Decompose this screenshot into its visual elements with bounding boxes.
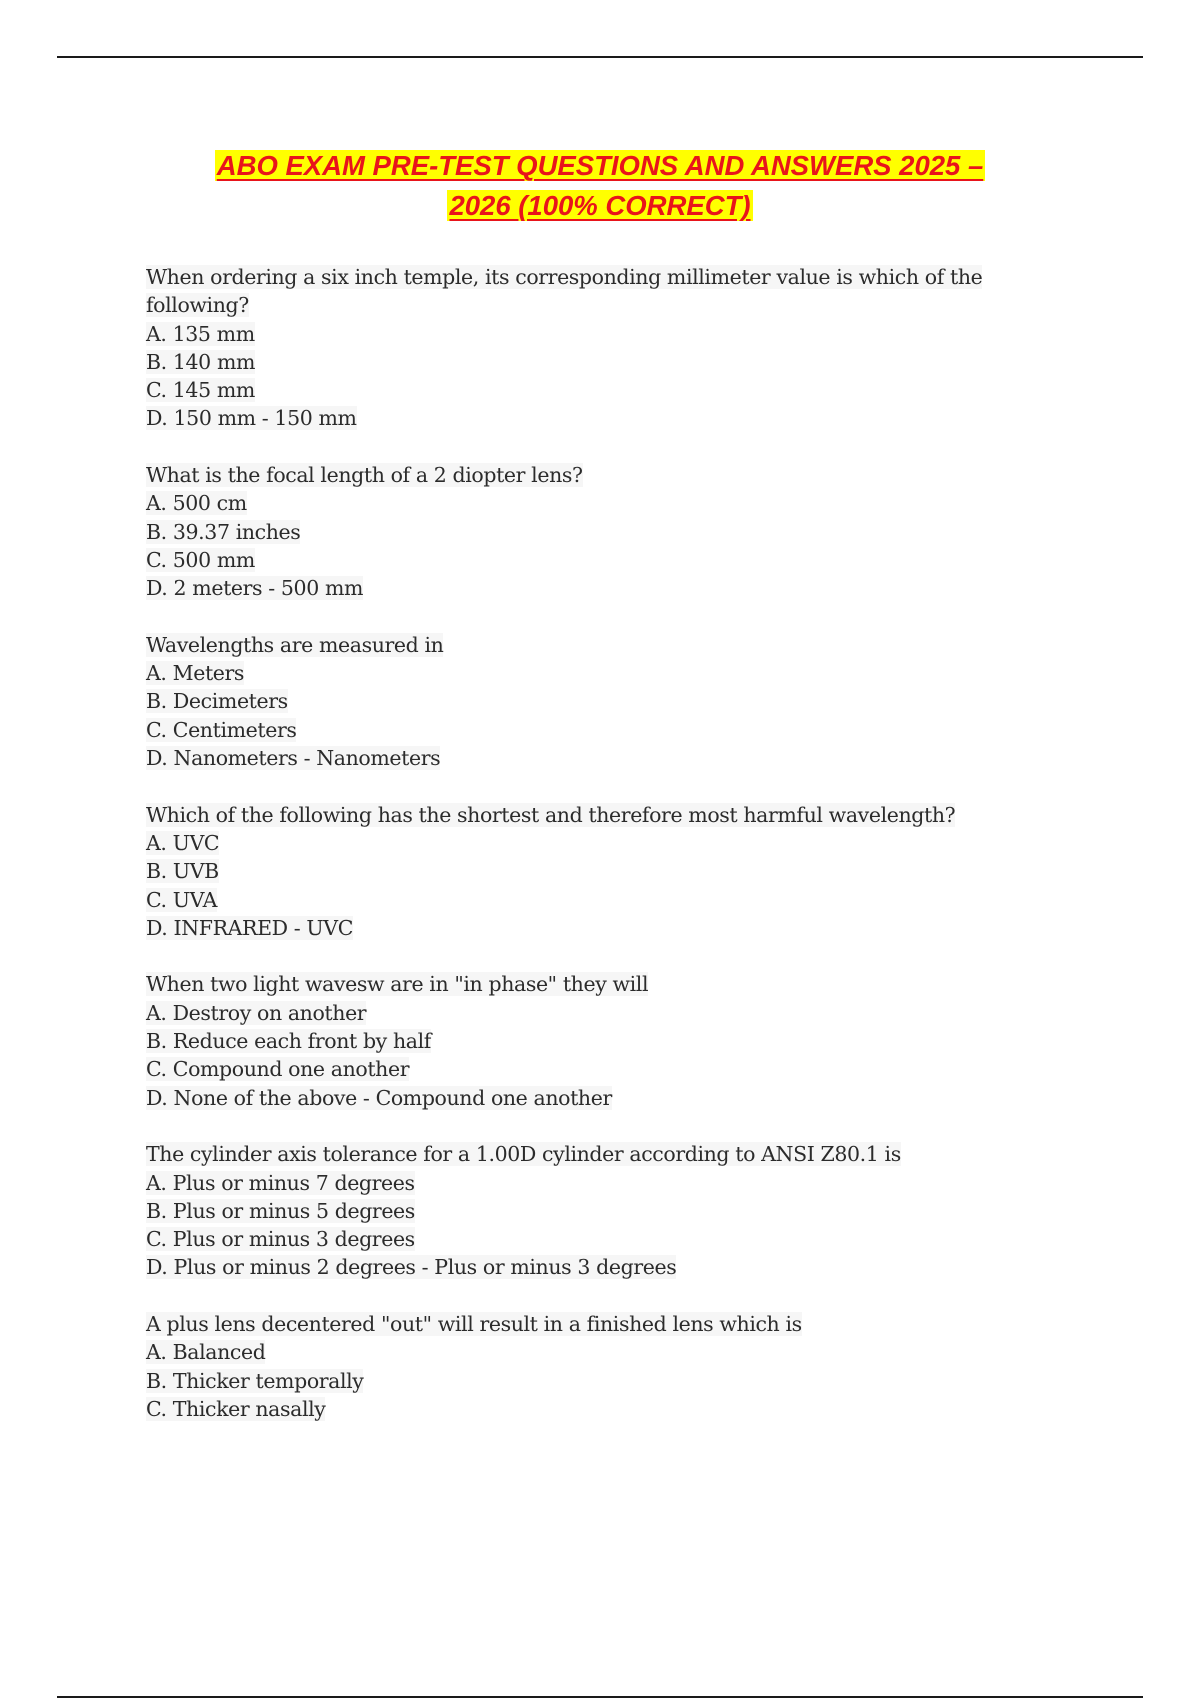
answer-option: C. Compound one another [146, 1057, 410, 1082]
document-title [0, 146, 1200, 226]
answer-option: B. UVB [146, 859, 219, 884]
question-2 [146, 461, 1046, 602]
question-text: Which of the following has the shortest and therefore most harmful wavelength? [146, 802, 956, 827]
footer-rule [57, 1696, 1143, 1698]
answer-option: A. 500 cm [146, 491, 247, 516]
question-3 [146, 631, 1046, 772]
question-text: When two light wavesw are in "in phase" they will [146, 972, 649, 997]
answer-option: D. INFRARED - UVC [146, 915, 353, 940]
answer-option: C. Plus or minus 3 degrees [146, 1227, 415, 1252]
answer-option: A. Plus or minus 7 degrees [146, 1170, 415, 1195]
answer-option: A. UVC [146, 830, 220, 855]
answer-option: C. 145 mm [146, 378, 255, 403]
answer-option: B. 140 mm [146, 349, 256, 374]
answer-option: B. Decimeters [146, 689, 288, 714]
answer-option: D. None of the above - Compound one another [146, 1085, 612, 1110]
answer-option: A. Destroy on another [146, 1000, 367, 1025]
answer-option: B. 39.37 inches [146, 519, 301, 544]
answer-option: A. Balanced [146, 1340, 266, 1365]
question-5 [146, 970, 1046, 1111]
question-text: What is the focal length of a 2 diopter lens? [146, 463, 583, 488]
question-text: A plus lens decentered "out" will result in a finished lens which is [146, 1311, 802, 1336]
question-6 [146, 1140, 1046, 1281]
answer-option: C. Thicker nasally [146, 1396, 326, 1421]
answer-option: D. 2 meters - 500 mm [146, 576, 364, 601]
question-list [146, 263, 1046, 1451]
answer-option: B. Reduce each front by half [146, 1029, 431, 1054]
answer-option: B. Thicker temporally [146, 1368, 364, 1393]
answer-option: A. Meters [146, 661, 245, 686]
answer-option: D. Plus or minus 2 degrees - Plus or minus 3 degrees [146, 1255, 677, 1280]
header-rule [57, 56, 1143, 58]
answer-option: C. Centimeters [146, 717, 297, 742]
answer-option: B. Plus or minus 5 degrees [146, 1198, 415, 1223]
question-7 [146, 1310, 1046, 1423]
answer-option: C. UVA [146, 887, 218, 912]
title-line-1: ABO EXAM PRE-TEST QUESTIONS AND ANSWERS 2025 – [216, 150, 984, 181]
title-line-2: 2026 (100% CORRECT) [449, 190, 751, 221]
question-4 [146, 801, 1046, 942]
answer-option: D. Nanometers - Nanometers [146, 746, 441, 771]
question-text: The cylinder axis tolerance for a 1.00D cylinder according to ANSI Z80.1 is [146, 1142, 901, 1167]
answer-option: D. 150 mm - 150 mm [146, 406, 357, 431]
question-text: Wavelengths are measured in [146, 632, 444, 657]
question-text: following? [146, 293, 249, 318]
answer-option: C. 500 mm [146, 547, 255, 572]
answer-option: A. 135 mm [146, 321, 255, 346]
question-text: When ordering a six inch temple, its corresponding millimeter value is which of the [146, 265, 983, 289]
question-1 [146, 263, 1046, 433]
